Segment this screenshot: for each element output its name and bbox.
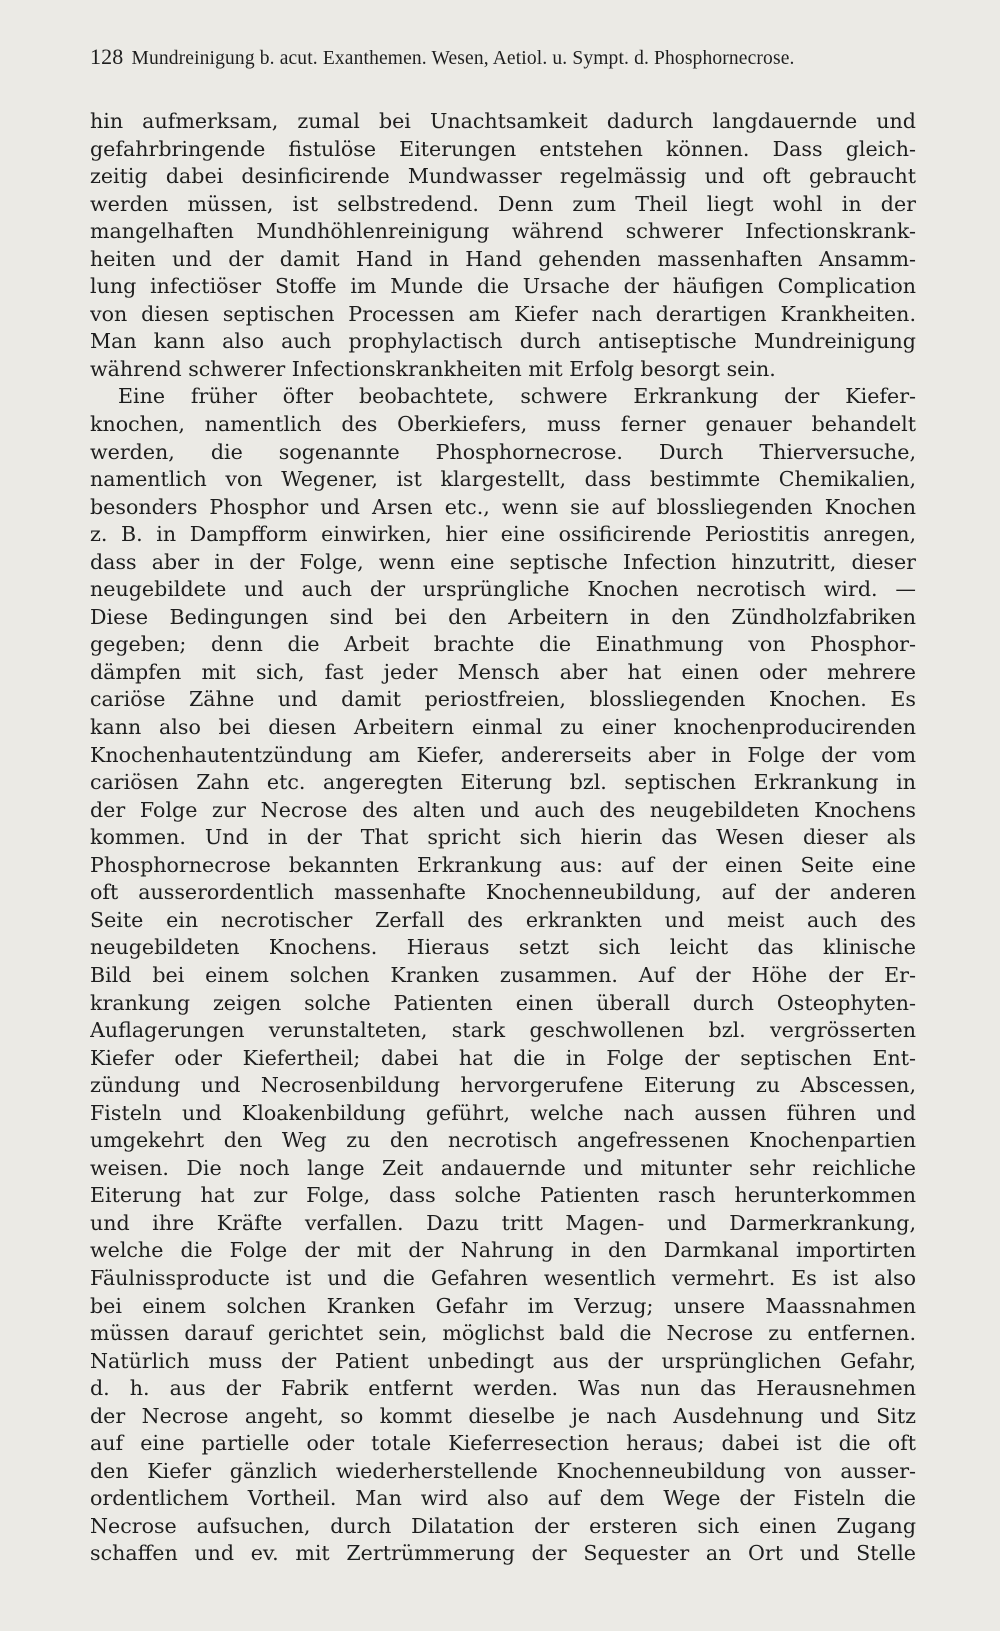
text-line: hin aufmerksam, zumal bei Unachtsamkeit dadurch langdauernde und: [90, 109, 916, 133]
text-line: namentlich von Wegener, ist klargestellt, dass bestimmte Chemikalien,: [90, 467, 916, 492]
text-line: während schwerer Infectionskrankheiten mit Erfolg besorgt sein.: [90, 356, 776, 381]
text-line: kann also bei diesen Arbeitern einmal zu einer knochenproducirenden: [90, 715, 916, 740]
text-line: umgekehrt den Weg zu den necrotisch angefressenen Knochenpartien: [90, 1128, 916, 1153]
text-line: auf eine partielle oder totale Kieferresection heraus; dabei ist die oft: [90, 1431, 916, 1456]
text-line: oft ausserordentlich massenhafte Knochenneubildung, auf der anderen: [90, 880, 916, 905]
text-line: neugebildeten Knochens. Hieraus setzt sich leicht das klinische: [90, 935, 916, 960]
text-line: Man kann also auch prophylactisch durch antiseptische Mundreinigung: [90, 329, 916, 354]
text-line: Phosphornecrose bekannten Erkrankung aus: auf der einen Seite eine: [90, 852, 916, 877]
text-line: der Necrose angeht, so kommt dieselbe je nach Ausdehnung und Sitz: [90, 1403, 916, 1428]
text-line: dämpfen mit sich, fast jeder Mensch aber hat einen oder mehrere: [90, 659, 916, 684]
text-line: den Kiefer gänzlich wiederherstellende Knochenneubildung von ausser-: [90, 1458, 916, 1483]
text-line: werden müssen, ist selbstredend. Denn zum Theil liegt wohl in der: [90, 191, 916, 216]
text-line: dass aber in der Folge, wenn eine septische Infection hinzutritt, dieser: [90, 549, 916, 574]
text-line: werden, die sogenannte Phosphornecrose. Durch Thierversuche,: [90, 439, 916, 464]
text-line: und ihre Kräfte verfallen. Dazu tritt Magen- und Darmerkrankung,: [90, 1210, 916, 1235]
text-line: neugebildete und auch der ursprüngliche Knochen necrotisch wird. —: [90, 577, 916, 602]
text-line: Natürlich muss der Patient unbedingt aus der ursprünglichen Gefahr,: [90, 1348, 916, 1373]
text-line: Fisteln und Kloakenbildung geführt, welche nach aussen führen und: [90, 1100, 916, 1125]
text-line: lung infectiöser Stoffe im Munde die Ursache der häufigen Complication: [90, 274, 916, 299]
text-line: Auflagerungen verunstalteten, stark geschwollenen bzl. vergrösserten: [90, 1018, 916, 1043]
text-line: Knochenhautentzündung am Kiefer, andererseits aber in Folge der vom: [90, 742, 916, 767]
text-line: Seite ein necrotischer Zerfall des erkrankten und meist auch des: [90, 907, 916, 932]
text-line: Necrose aufsuchen, durch Dilatation der ersteren sich einen Zugang: [90, 1513, 916, 1538]
text-line: d. h. aus der Fabrik entfernt werden. Was nun das Herausnehmen: [90, 1376, 916, 1401]
text-line: knochen, namentlich des Oberkiefers, muss ferner genauer behandelt: [90, 412, 916, 437]
text-line: zeitig dabei desinficirende Mundwasser regelmässig und oft gebraucht: [90, 164, 916, 189]
text-line: kommen. Und in der That spricht sich hierin das Wesen dieser als: [90, 825, 916, 850]
text-line: ordentlichem Vortheil. Man wird also auf dem Wege der Fisteln die: [90, 1486, 916, 1511]
page-number: 128: [90, 44, 124, 69]
text-line: zündung und Necrosenbildung hervorgerufene Eiterung zu Abscessen,: [90, 1073, 916, 1098]
text-line: Kiefer oder Kiefertheil; dabei hat die in Folge der septischen Ent-: [90, 1045, 916, 1070]
running-head: [90, 44, 920, 70]
text-line: Diese Bedingungen sind bei den Arbeitern in den Zündholzfabriken: [90, 604, 916, 629]
text-line: cariöse Zähne und damit periostfreien, blossliegenden Knochen. Es: [90, 687, 916, 712]
text-line: der Folge zur Necrose des alten und auch des neugebildeten Knochens: [90, 797, 916, 822]
text-line: cariösen Zahn etc. angeregten Eiterung bzl. septischen Erkrankung in: [90, 770, 916, 795]
text-line: gefahrbringende fistulöse Eiterungen entstehen können. Dass gleich-: [90, 136, 916, 161]
text-line: Eine früher öfter beobachtete, schwere Erkrankung der Kiefer-: [118, 384, 916, 409]
text-line: Fäulnissproducte ist und die Gefahren wesentlich vermehrt. Es ist also: [90, 1265, 916, 1290]
text-line: weisen. Die noch lange Zeit andauernde und mitunter sehr reichliche: [90, 1155, 916, 1180]
running-title: Mundreinigung b. acut. Exanthemen. Wesen, Aetiol. u. Sympt. d. Phosphornecrose.: [131, 48, 795, 69]
text-line: schaffen und ev. mit Zertrümmerung der Sequester an Ort und Stelle: [90, 1541, 916, 1566]
text-line: krankung zeigen solche Patienten einen überall durch Osteophyten-: [90, 990, 916, 1015]
text-line: heiten und der damit Hand in Hand gehenden massenhaften Ansamm-: [90, 246, 916, 271]
text-line: von diesen septischen Processen am Kiefer nach derartigen Krankheiten.: [90, 301, 916, 326]
text-line: besonders Phosphor und Arsen etc., wenn sie auf blossliegenden Knochen: [90, 494, 916, 519]
text-line: bei einem solchen Kranken Gefahr im Verzug; unsere Maassnahmen: [90, 1293, 916, 1318]
text-line: welche die Folge der mit der Nahrung in den Darmkanal importirten: [90, 1238, 916, 1263]
text-line: z. B. in Dampfform einwirken, hier eine ossificirende Periostitis anregen,: [90, 522, 916, 547]
text-line: gegeben; denn die Arbeit brachte die Einathmung von Phosphor-: [90, 632, 916, 657]
text-line: mangelhaften Mundhöhlenreinigung während schwerer Infectionskrank-: [90, 219, 916, 244]
text-line: Bild bei einem solchen Kranken zusammen. Auf der Höhe der Er-: [90, 962, 916, 987]
text-line: müssen darauf gerichtet sein, möglichst bald die Necrose zu entfernen.: [90, 1321, 916, 1346]
body-text: [90, 108, 916, 1568]
text-line: Eiterung hat zur Folge, dass solche Patienten rasch herunterkommen: [90, 1183, 916, 1208]
